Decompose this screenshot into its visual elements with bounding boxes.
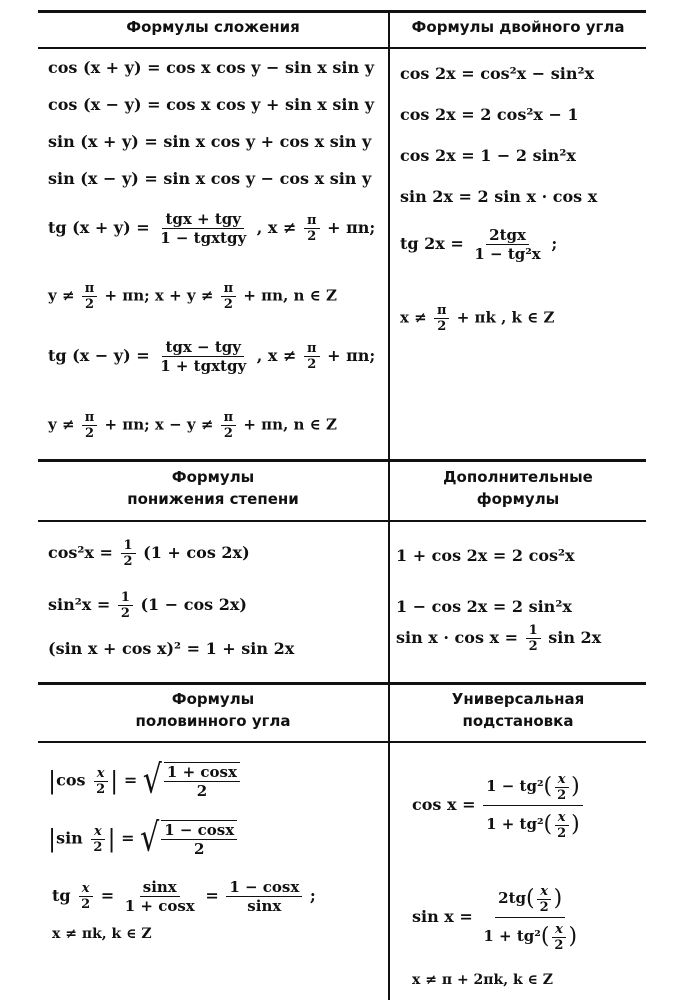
fraction: [161, 820, 237, 858]
lhs: cos²x =: [48, 543, 113, 562]
fraction: [122, 878, 198, 915]
denominator: 2: [437, 319, 447, 334]
header-universal: [390, 688, 646, 732]
fraction-pi-half: [221, 281, 237, 312]
formula-half-tg: [52, 878, 316, 915]
condition: , x ≠: [256, 218, 297, 237]
lhs: tg (x − y) =: [48, 346, 150, 365]
header-power-reduction: [38, 466, 388, 510]
lhs: sin²x =: [48, 595, 111, 614]
rhs: (1 + cos 2x): [143, 543, 250, 562]
header-line: половинного угла: [135, 712, 291, 730]
radical-icon: √: [142, 757, 162, 804]
equals: =: [121, 828, 135, 848]
fraction: [483, 768, 583, 843]
lhs: tg: [52, 886, 71, 905]
text: + πn; x + y ≠: [104, 286, 214, 305]
condition-tg-diff: [48, 410, 337, 441]
equals: =: [100, 886, 115, 905]
formula-cos-squared: [48, 538, 250, 569]
numerator: 1: [526, 623, 541, 639]
numerator: 1: [121, 538, 136, 554]
denominator: 1 + cosx: [124, 897, 195, 915]
text: x ≠: [400, 308, 427, 327]
sqrt: [142, 757, 242, 804]
formula-univ-cos: [412, 768, 585, 843]
denominator: 2: [223, 426, 233, 441]
numerator: x: [537, 884, 551, 900]
fraction-x-half: [78, 881, 93, 912]
paren: (: [526, 886, 535, 911]
semicolon: ;: [309, 886, 316, 905]
abs-bar: |: [48, 767, 57, 795]
condition-tg2x: [400, 303, 554, 334]
text: 1 + tg²: [486, 815, 544, 833]
header-line: понижения степени: [127, 490, 299, 508]
header-half-angle: [38, 688, 388, 732]
fraction: [157, 338, 249, 375]
top-border: [38, 10, 646, 13]
denominator: 2: [120, 606, 130, 621]
header-line: Дополнительные: [443, 468, 593, 486]
fraction-half: [118, 590, 133, 621]
rhs: (1 − cos 2x): [140, 595, 247, 614]
numerator: π: [82, 410, 98, 426]
denominator: 2: [193, 840, 205, 858]
numerator: π: [434, 303, 450, 319]
section-rule-2: [38, 459, 646, 462]
condition: + πn;: [327, 218, 376, 237]
text: 1 − tg²: [486, 777, 544, 795]
numerator: x: [94, 766, 108, 782]
numerator: 2tgx: [486, 226, 529, 245]
fraction-half: [526, 623, 541, 654]
denominator: 2: [307, 357, 317, 372]
paren: ): [553, 886, 563, 911]
lhs: tg 2x =: [400, 234, 464, 253]
numerator: 1 − cosx: [226, 878, 302, 897]
header-line: Формулы: [171, 690, 255, 708]
numerator: 1 + cosx: [164, 763, 240, 782]
equals: =: [123, 770, 138, 790]
formula-cos2x-c: cos 2x = 1 − 2 sin²x: [400, 146, 576, 165]
formula-cos2x-b: cos 2x = 2 cos²x − 1: [400, 105, 579, 124]
formula-sin2x: sin 2x = 2 sin x · cos x: [400, 187, 598, 206]
formula-extra-1: 1 + cos 2x = 2 cos²x: [396, 546, 575, 565]
lhs: sin x =: [412, 907, 473, 926]
formula-half-sin: [48, 815, 239, 862]
denominator: 2: [93, 839, 103, 855]
denominator: 2: [554, 937, 564, 953]
fraction-x-half: [90, 824, 105, 855]
denominator: 2: [96, 781, 106, 797]
lhs: cos: [56, 770, 86, 790]
numerator: π: [221, 281, 237, 297]
formula-sin-squared: [48, 590, 247, 621]
denominator: 2: [84, 426, 95, 441]
text: + πk , k ∈ Z: [456, 308, 555, 327]
fraction-x-half: [554, 772, 569, 803]
denominator: 1 − tg²x: [474, 245, 541, 263]
formula-square-sum: (sin x + cos x)² = 1 + sin 2x: [48, 639, 295, 658]
denominator: 2: [539, 899, 549, 915]
text: y ≠: [48, 286, 75, 305]
formula-cos-sum: cos (x + y) = cos x cos y − sin x sin y: [48, 58, 374, 77]
formula-extra-2: 1 − cos 2x = 2 sin²x: [396, 597, 572, 616]
sqrt: [140, 815, 239, 862]
fraction: [480, 880, 580, 955]
fraction: [226, 878, 302, 915]
formula-extra-3: [396, 623, 601, 654]
fraction: [471, 226, 543, 263]
denominator: 2: [528, 639, 538, 654]
formula-tg-sum: [48, 210, 375, 247]
condition: + πn;: [327, 346, 376, 365]
fraction: [164, 762, 240, 800]
denominator: 1 + tgxtgy: [160, 357, 247, 375]
numerator: tgx + tgy: [162, 210, 244, 229]
lhs: tg (x + y) =: [48, 218, 150, 237]
lhs: sin: [56, 828, 83, 848]
lhs: cos x =: [412, 795, 476, 814]
abs-bar: |: [107, 825, 116, 853]
numerator: x: [552, 922, 566, 938]
rhs: sin 2x: [548, 628, 602, 647]
condition: , x ≠: [256, 346, 297, 365]
denominator: 2: [84, 297, 95, 312]
paren: ): [568, 924, 578, 949]
numerator: 1 − cosx: [161, 821, 237, 840]
header-rule-1: [38, 47, 646, 49]
numerator: π: [304, 341, 320, 357]
denominator: 2: [196, 782, 208, 800]
numerator: 1: [118, 590, 133, 606]
formula-tg-diff: [48, 338, 375, 375]
header-rule-3: [38, 741, 646, 743]
text: + πn, n ∈ Z: [243, 415, 337, 434]
fraction-pi-half: [221, 410, 237, 441]
formula-sin-sum: sin (x + y) = sin x cos y + cos x sin y: [48, 132, 372, 151]
numerator: [483, 768, 583, 806]
fraction: [157, 210, 249, 247]
header-extra: [390, 466, 646, 510]
header-line: подстановка: [462, 712, 574, 730]
fraction-pi-half: [304, 341, 320, 372]
section-rule-3: [38, 682, 646, 685]
equals: =: [205, 886, 219, 905]
condition-tg-sum: [48, 281, 337, 312]
formula-cos2x-a: cos 2x = cos²x − sin²x: [400, 64, 594, 83]
fraction-pi-half: [304, 213, 320, 244]
text: 1 + tg²: [483, 927, 541, 945]
condition-univ: x ≠ π + 2πk, k ∈ Z: [412, 972, 554, 988]
abs-bar: |: [110, 767, 119, 795]
header-line: формулы: [476, 490, 560, 508]
numerator: x: [555, 772, 569, 788]
text: y ≠: [48, 415, 75, 434]
formula-half-cos: [48, 757, 242, 804]
fraction-x-half: [537, 884, 552, 915]
formula-univ-sin: [412, 880, 582, 955]
fraction-pi-half: [82, 410, 98, 441]
condition-half-tg: x ≠ πk, k ∈ Z: [52, 926, 152, 942]
numerator: x: [91, 824, 105, 840]
numerator: π: [82, 281, 98, 297]
numerator: π: [221, 410, 237, 426]
formula-sin-diff: sin (x − y) = sin x cos y − cos x sin y: [48, 169, 372, 188]
fraction-pi-half: [434, 303, 450, 334]
denominator: 2: [123, 554, 133, 569]
numerator: sinx: [140, 878, 180, 897]
paren: (: [540, 924, 550, 949]
header-addition: Формулы сложения: [126, 18, 300, 36]
abs-bar: |: [48, 825, 57, 853]
text: + πn, n ∈ Z: [243, 286, 337, 305]
numerator: [495, 880, 565, 918]
lhs: sin x · cos x =: [396, 628, 519, 647]
header-line: Универсальная: [451, 690, 585, 708]
paren: (: [543, 774, 553, 799]
paren: (: [543, 812, 553, 837]
denominator: [483, 806, 583, 843]
numerator: x: [79, 881, 93, 897]
semicolon: ;: [551, 234, 558, 253]
header-double-angle: Формулы двойного угла: [411, 18, 625, 36]
denominator: 1 − tgxtgy: [160, 229, 247, 247]
fraction-x-half: [551, 922, 566, 953]
denominator: 2: [557, 825, 567, 841]
paren: ): [571, 812, 580, 837]
paren: ): [571, 774, 580, 799]
denominator: [480, 918, 580, 955]
text: 2tg: [498, 889, 527, 907]
formula-cos-diff: cos (x − y) = cos x cos y + sin x sin y: [48, 95, 374, 114]
denominator: 2: [81, 897, 91, 912]
denominator: 2: [223, 297, 233, 312]
denominator: 2: [307, 229, 317, 244]
numerator: x: [555, 810, 569, 826]
numerator: tgx − tgy: [162, 338, 244, 357]
numerator: π: [304, 213, 320, 229]
fraction-half: [121, 538, 136, 569]
fraction-pi-half: [82, 281, 98, 312]
radical-icon: √: [140, 815, 160, 862]
denominator: sinx: [247, 897, 282, 915]
text: + πn; x − y ≠: [104, 415, 214, 434]
header-line: Формулы: [171, 468, 255, 486]
fraction-x-half: [554, 810, 569, 841]
fraction-x-half: [93, 766, 108, 797]
denominator: 2: [557, 787, 567, 803]
formula-tg2x: [400, 226, 557, 263]
header-rule-2: [38, 520, 646, 522]
